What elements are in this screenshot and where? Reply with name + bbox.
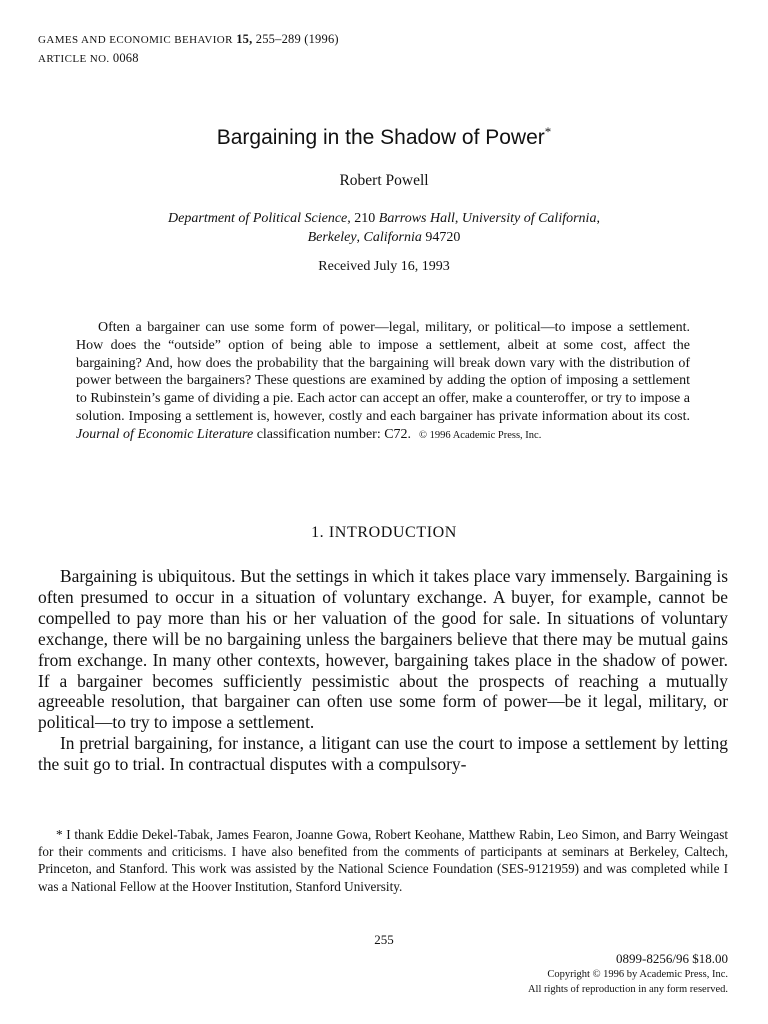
paper-title-text: Bargaining in the Shadow of Power	[216, 126, 545, 149]
journal-pages: 255–289 (1996)	[255, 32, 339, 46]
jel-journal-name: Journal of Economic Literature	[76, 426, 254, 442]
footer-rights: All rights of reproduction in any form reserved.	[527, 984, 728, 995]
affiliation-hall: Barrows Hall	[378, 211, 455, 226]
affiliation-separator: ,	[454, 211, 462, 226]
affiliation	[0, 209, 768, 247]
affiliation-line-2	[0, 228, 768, 247]
journal-volume: 15,	[236, 32, 253, 46]
journal-name: GAMES AND ECONOMIC BEHAVIOR	[38, 34, 233, 46]
affiliation-department: Department of Political Science	[168, 211, 348, 226]
abstract-copyright: © 1996 Academic Press, Inc.	[419, 429, 542, 441]
paper-title	[0, 124, 768, 150]
affiliation-state: California	[363, 230, 422, 245]
abstract-text: Often a bargainer can use some form of power—legal, military, or political—to impose a settlement. How does the “outside” option of being able to impose a settlement, albeit at some cost, affect the bargaining? And, how does the probability that the bargaining will break down vary with the distribution of power between the bargainers? These questions are examined by adding the option of imposing a settlement to Rubinstein’s game of dividing a pie. Each actor can accept an offer, make a counteroffer, or try to impose a solution. Imposing a settlement is, however, costly and each bargainer has private information about its cost.	[76, 320, 690, 424]
journal-citation-line	[38, 30, 339, 49]
footer-copyright: Copyright © 1996 by Academic Press, Inc.	[547, 969, 728, 980]
title-footnote-mark: *	[544, 124, 552, 139]
affiliation-separator-2: ,	[356, 230, 364, 245]
publication-footer	[528, 950, 728, 997]
journal-header	[38, 30, 339, 68]
body-paragraph-2: In pretrial bargaining, for instance, a litigant can use the court to impose a settlement by letting the suit go to trial. In contractual disputes with a compulsory-	[38, 733, 728, 775]
author-name: Robert Powell	[339, 172, 429, 189]
article-number: 0068	[112, 51, 139, 65]
affiliation-zip: 94720	[421, 230, 461, 245]
article-number-line	[38, 49, 339, 68]
received-date: Received July 16, 1993	[318, 259, 450, 274]
body-text	[38, 566, 728, 775]
affiliation-line-1	[0, 209, 768, 228]
issn-price: 0899-8256/96 $18.00	[616, 951, 728, 966]
section-heading: 1. INTRODUCTION	[311, 524, 457, 541]
footnote: * I thank Eddie Dekel-Tabak, James Fearon, Joanne Gowa, Robert Keohane, Matthew Rabin, Leo Simon, and Barry Weingast for their comments and criticisms. I have also benefited from the comments of participants at seminars at Berkeley, Caltech, Princeton, and Stanford. This work was assisted by the National Science Foundation (SES-9121959) and was completed while I was a National Fellow at the Hoover Institution, Stanford University.	[38, 827, 728, 894]
jel-classification: classification number: C72.	[253, 426, 412, 442]
abstract	[76, 319, 690, 445]
affiliation-comma: ,	[596, 211, 600, 226]
affiliation-number: , 210	[347, 211, 379, 226]
affiliation-university: University of California	[461, 211, 597, 226]
body-paragraph-1: Bargaining is ubiquitous. But the settings in which it takes place vary immensely. Bargaining is often presumed to occur in a situation of voluntary exchange. A buyer, for example, cannot be compelled to pay more than his or her valuation of the good for sale. In situations of voluntary exchange, there will be no bargaining unless the bargainers believe that there may be mutual gains from exchange. In many other contexts, however, bargaining takes place in the shadow of power. If a bargainer becomes sufficiently pessimistic about the prospects of reaching a mutually agreeable resolution, that bargainer can often use some form of power—be it legal, military, or political—to try to impose a settlement.	[38, 566, 728, 733]
affiliation-city: Berkeley	[307, 230, 357, 245]
article-label: ARTICLE NO.	[38, 53, 110, 65]
page-number: 255	[374, 932, 394, 947]
